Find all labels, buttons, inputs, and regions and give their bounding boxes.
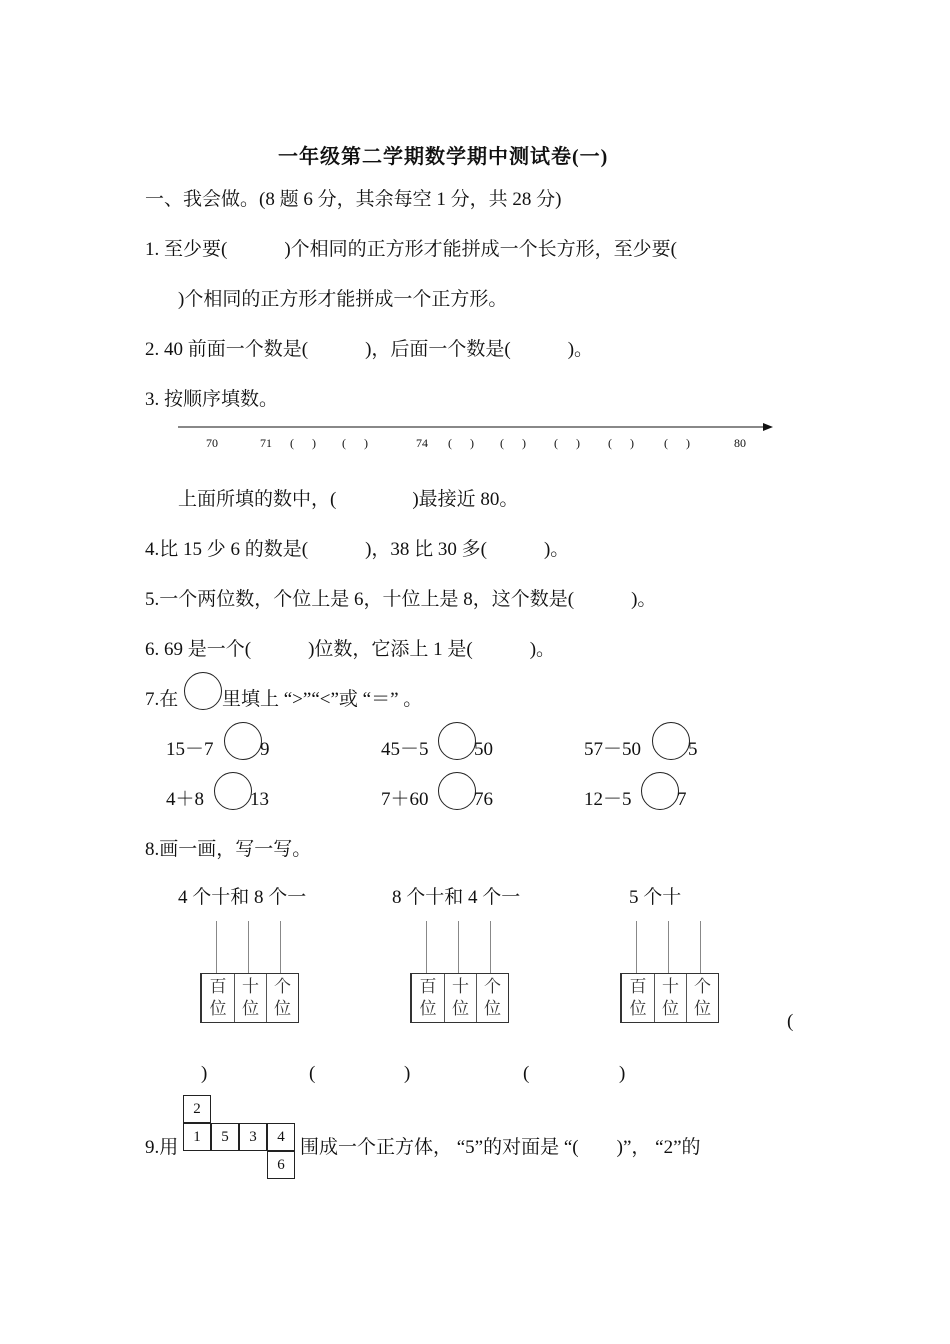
section-heading: 一、我会做。(8 题 6 分，其余每空 1 分，共 28 分) — [145, 189, 562, 210]
number-line-label: ( ) — [448, 436, 474, 450]
number-line-label: ( ) — [554, 436, 580, 450]
number-line-label: ( ) — [608, 436, 634, 450]
number-line — [178, 418, 778, 454]
answer-paren-close: ) — [619, 1063, 626, 1084]
tens-place-label: 十 位 — [234, 974, 266, 1022]
net-face-1: 1 — [183, 1123, 211, 1151]
question-8: 8.画一画，写一写。 — [145, 839, 312, 860]
question-1-line-2: )个相同的正方形才能拼成一个正方形。 — [178, 289, 508, 310]
question-9-suffix: 围成一个正方体， “5”的对面是 “( )”， “2”的 — [300, 1137, 701, 1158]
abacus-rod — [668, 921, 669, 973]
abacus-rod — [700, 921, 701, 973]
number-line-label: 80 — [734, 436, 746, 450]
compare-left-expression: 4＋8 — [166, 789, 205, 810]
abacus-caption: 8 个十和 4 个一 — [392, 887, 521, 908]
net-face-3: 3 — [239, 1123, 267, 1151]
compare-right-expression: 76 — [474, 789, 493, 810]
hundreds-place-label: 百 位 — [419, 977, 437, 1018]
question-3: 3. 按顺序填数。 — [145, 389, 279, 410]
net-face-5: 5 — [211, 1123, 239, 1151]
abacus-rod — [426, 921, 427, 973]
ones-place-label: 个 位 — [686, 974, 718, 1022]
number-line-label: ( ) — [342, 436, 368, 450]
abacus-rod — [490, 921, 491, 973]
abacus-rod — [216, 921, 217, 973]
tens-place-label: 十 位 — [654, 974, 686, 1022]
ones-place-label: 个 位 — [266, 974, 298, 1022]
abacus-rod — [636, 921, 637, 973]
ones-place-label: 个 位 — [476, 974, 508, 1022]
compare-circle[interactable] — [224, 722, 262, 760]
abacus-place-box — [410, 973, 509, 1023]
question-2: 2. 40 前面一个数是( )，后面一个数是( )。 — [145, 339, 594, 360]
abacus-caption: 4 个十和 8 个一 — [178, 887, 307, 908]
number-line-label: 71 — [260, 436, 272, 450]
compare-right-expression: 13 — [250, 789, 269, 810]
number-line-label: ( ) — [500, 436, 526, 450]
answer-paren-open: ( — [309, 1063, 316, 1084]
question-6: 6. 69 是一个( )位数，它添上 1 是( )。 — [145, 639, 556, 660]
compare-circle[interactable] — [438, 772, 476, 810]
compare-right-expression: 50 — [474, 739, 493, 760]
hundreds-place-label: 百 位 — [209, 977, 227, 1018]
compare-circle[interactable] — [641, 772, 679, 810]
question-9-prefix: 9.用 — [145, 1137, 179, 1158]
question-3-closest: 上面所填的数中，( )最接近 80。 — [178, 489, 519, 510]
abacus-place-box — [620, 973, 719, 1023]
page-title: 一年级第二学期数学期中测试卷(一) — [278, 146, 609, 168]
abacus-place-box — [200, 973, 299, 1023]
net-face-4: 4 — [267, 1123, 295, 1151]
answer-paren-close: ) — [404, 1063, 411, 1084]
abacus-rod — [458, 921, 459, 973]
compare-right-expression: 7 — [677, 789, 687, 810]
compare-circle[interactable] — [652, 722, 690, 760]
cube-net — [183, 1095, 299, 1181]
compare-left-expression: 15－7 — [166, 739, 214, 760]
compare-left-expression: 12－5 — [584, 789, 632, 810]
answer-paren-open: ( — [523, 1063, 530, 1084]
net-face-2: 2 — [183, 1095, 211, 1123]
tens-place-label: 十 位 — [444, 974, 476, 1022]
compare-circle[interactable] — [214, 772, 252, 810]
net-face-6: 6 — [267, 1151, 295, 1179]
abacus-rod — [248, 921, 249, 973]
number-line-label: 74 — [416, 436, 428, 450]
answer-paren-close: ) — [201, 1063, 208, 1084]
number-line-axis — [178, 420, 778, 434]
compare-left-expression: 45－5 — [381, 739, 429, 760]
question-7-prefix: 7.在 — [145, 689, 179, 710]
number-line-label: ( ) — [664, 436, 690, 450]
compare-right-expression: 9 — [260, 739, 270, 760]
compare-circle-example — [184, 672, 222, 710]
compare-circle[interactable] — [438, 722, 476, 760]
abacus-caption: 5 个十 — [629, 887, 682, 908]
question-1-line-1: 1. 至少要( )个相同的正方形才能拼成一个长方形，至少要( — [145, 239, 677, 260]
compare-left-expression: 57－50 — [584, 739, 642, 760]
hundreds-place-label: 百 位 — [629, 977, 647, 1018]
number-line-label: ( ) — [290, 436, 316, 450]
compare-right-expression: 5 — [688, 739, 698, 760]
compare-left-expression: 7＋60 — [381, 789, 429, 810]
question-7-suffix: 里填上 “>”“<”或 “＝” 。 — [222, 689, 423, 710]
number-line-label: 70 — [206, 436, 218, 450]
abacus-rod — [280, 921, 281, 973]
question-4: 4.比 15 少 6 的数是( )，38 比 30 多( )。 — [145, 539, 570, 560]
question-5: 5.一个两位数，个位上是 6，十位上是 8，这个数是( )。 — [145, 589, 657, 610]
answer-paren-open: ( — [787, 1011, 794, 1032]
